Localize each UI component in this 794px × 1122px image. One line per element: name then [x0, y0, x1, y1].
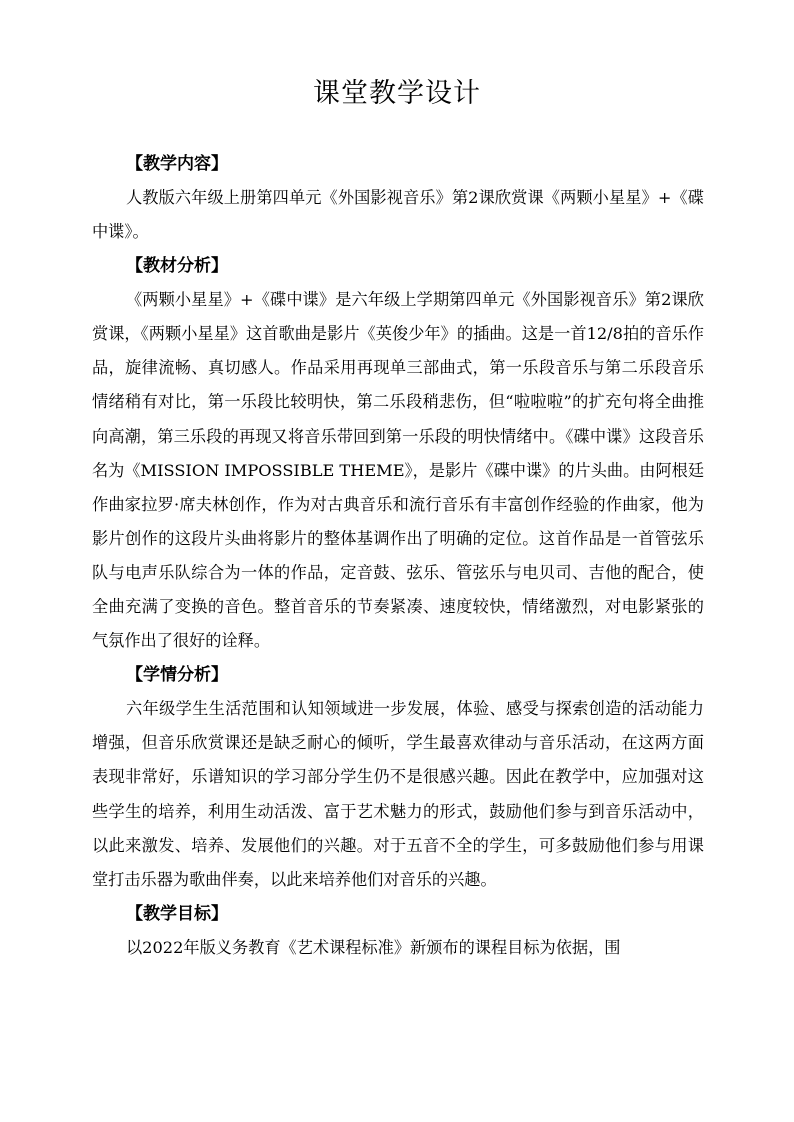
section-heading: 【教学内容】: [126, 154, 228, 174]
section-teaching-objectives: [92, 897, 704, 965]
section-paragraph: 《两颗小星星》+《碟中谍》是六年级上学期第四单元《外国影视音乐》第2课欣赏课，《两颗小星星》这首歌曲是影片《英俊少年》的插曲。这是一首12/8拍的音乐作品，旋律流畅、真切感人。作品采用再现单三部曲式，第一乐段音乐与第二乐段音乐情绪稍有对比，第一乐段比较明快，第二乐段稍悲伤，但“啦啦啦”的扩充句将全曲推向高潮，第三乐段的再现又将音乐带回到第一乐段的明快情绪中。《碟中谍》这段音乐名为《MISSION IMPOSSIBLE THEME》，是影片《碟中谍》的片头曲。由阿根廷作曲家拉罗·席夫林创作，作为对古典音乐和流行音乐有丰富创作经验的作曲家，他为影片创作的这段片头曲将影片的整体基调作出了明确的定位。这首作品是一首管弦乐队与电声乐队综合为一体的作品，定音鼓、弦乐、管弦乐与电贝司、吉他的配合，使全曲充满了变换的音色。整首音乐的节奏紧凑、速度较快，情绪激烈，对电影紧张的气氛作出了很好的诠释。: [92, 290, 705, 651]
section-student-analysis: [92, 658, 704, 897]
section-paragraph: 人教版六年级上册第四单元《外国影视音乐》第2课欣赏课《两颗小星星》+《碟中谍》。: [92, 188, 704, 242]
page-title: 课堂教学设计: [313, 78, 481, 109]
section-paragraph: 以2022年版义务教育《艺术课程标准》新颁布的课程目标为依据，围: [126, 937, 621, 957]
section-material-analysis: [92, 249, 704, 658]
section-paragraph: 六年级学生生活范围和认知领域进一步发展，体验、感受与探索创造的活动能力增强，但音乐欣赏课还是缺乏耐心的倾听，学生最喜欢律动与音乐活动，在这两方面表现非常好，乐谱知识的学习部分学生仍不是很感兴趣。因此在教学中，应加强对这些学生的培养，利用生动活泼、富于艺术魅力的形式，鼓励他们参与到音乐活动中，以此来激发、培养、发展他们的兴趣。对于五音不全的学生，可多鼓励他们参与用课堂打击乐器为歌曲伴奏，以此来培养他们对音乐的兴趣。: [92, 699, 704, 889]
section-heading: 【学情分析】: [126, 665, 228, 686]
section-heading: 【教材分析】: [126, 256, 228, 277]
document-body: [92, 147, 704, 965]
section-teaching-content: [92, 147, 704, 249]
section-heading: 【教学目标】: [126, 903, 228, 924]
